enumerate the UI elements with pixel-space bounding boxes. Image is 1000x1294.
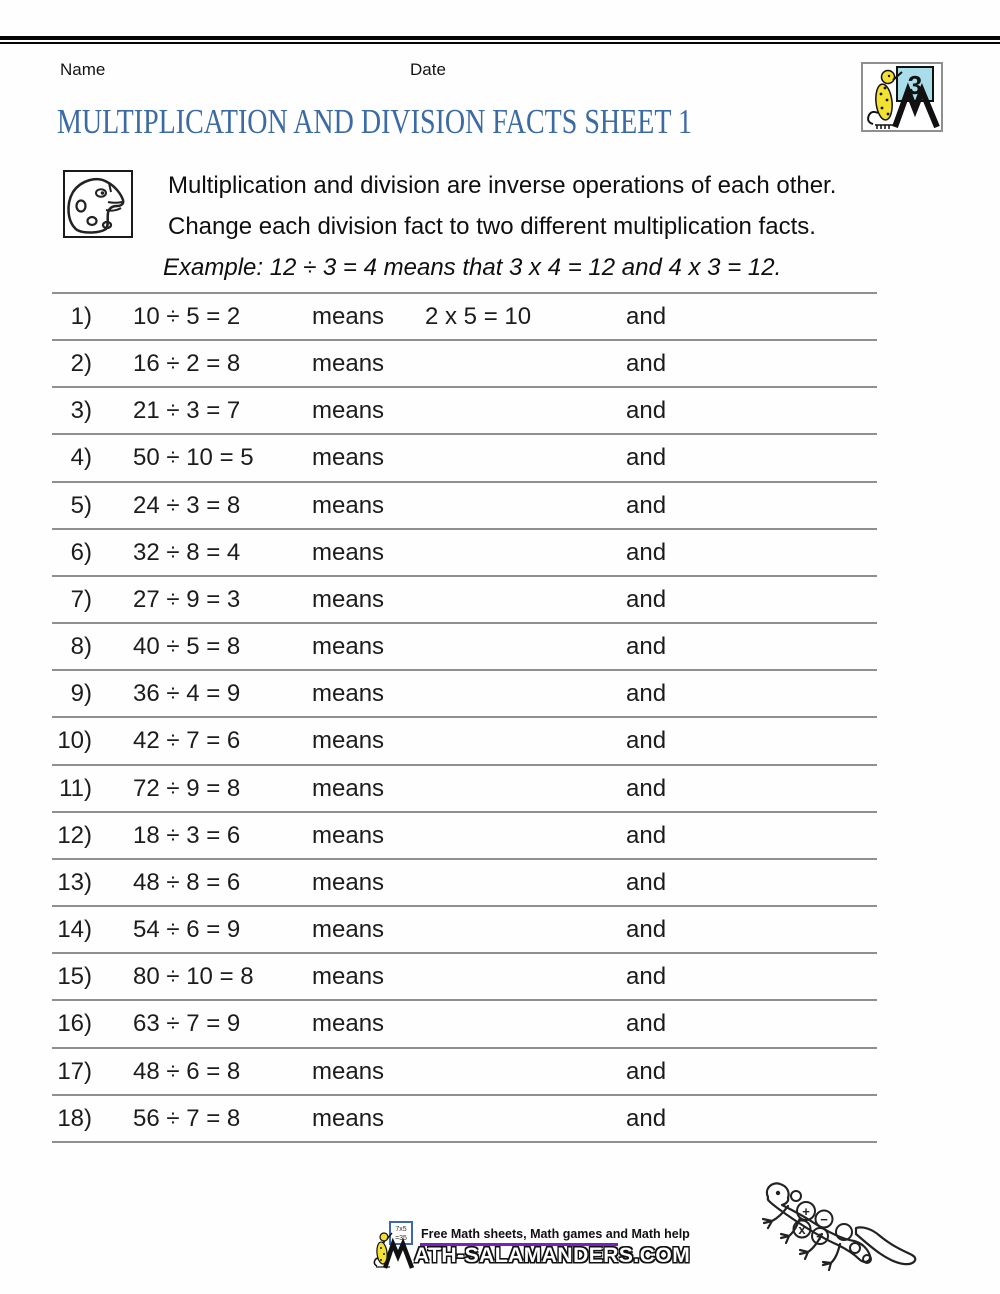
table-row	[52, 1096, 877, 1143]
table-row	[52, 530, 877, 577]
footer-logo-icon	[372, 1220, 418, 1275]
and-label: and	[626, 774, 667, 802]
table-row	[52, 718, 877, 765]
means-label: means	[312, 916, 385, 944]
row-number: 18)	[57, 1104, 92, 1132]
and-label: and	[626, 680, 667, 708]
division-fact: 54 ÷ 6 = 9	[133, 916, 241, 944]
answer-cell-2[interactable]	[692, 1096, 872, 1141]
means-label: means	[312, 774, 385, 802]
means-label: means	[312, 821, 385, 849]
answer-cell-1[interactable]	[425, 671, 615, 716]
division-fact: 40 ÷ 5 = 8	[133, 633, 241, 661]
division-fact: 50 ÷ 10 = 5	[133, 444, 254, 472]
table-row	[52, 1001, 877, 1048]
division-fact: 16 ÷ 2 = 8	[133, 350, 241, 378]
row-number: 9)	[70, 680, 92, 708]
gecko-minus-symbol: −	[820, 1212, 828, 1227]
answer-cell-1[interactable]	[425, 954, 615, 999]
gecko-illustration	[756, 1172, 931, 1285]
and-label: and	[626, 303, 667, 330]
gecko-divide-symbol: ÷	[816, 1229, 824, 1244]
instruction-line-1: Multiplication and division are inverse operations of each other.	[168, 172, 837, 199]
and-label: and	[626, 963, 667, 991]
answer-cell-2[interactable]	[692, 954, 872, 999]
example-line: Example: 12 ÷ 3 = 4 means that 3 x 4 = 12 and 4 x 3 = 12.	[163, 254, 782, 281]
table-row	[52, 341, 877, 388]
means-label: means	[312, 680, 385, 708]
table-row	[52, 954, 877, 1001]
answer-cell-1[interactable]	[425, 1001, 615, 1046]
answer-cell-1[interactable]	[425, 483, 615, 528]
answer-cell-2[interactable]	[692, 671, 872, 716]
answer-cell-1[interactable]	[425, 435, 615, 480]
gecko-plus-symbol: +	[802, 1204, 810, 1219]
means-label: means	[312, 1057, 385, 1085]
means-label: means	[312, 538, 385, 566]
gecko-times-symbol: x	[798, 1222, 806, 1237]
table-row	[52, 577, 877, 624]
means-label: means	[312, 303, 385, 330]
and-label: and	[626, 633, 667, 661]
and-label: and	[626, 1104, 667, 1132]
means-label: means	[312, 868, 385, 896]
row-number: 1)	[70, 303, 92, 330]
answer-cell-1[interactable]	[425, 341, 615, 386]
brand-logo	[861, 62, 943, 132]
mini-board-line2: =35	[395, 1235, 407, 1242]
row-number: 10)	[57, 727, 92, 755]
and-label: and	[626, 916, 667, 944]
division-fact: 18 ÷ 3 = 6	[133, 821, 241, 849]
top-rule-thin	[0, 42, 1000, 44]
division-fact: 27 ÷ 9 = 3	[133, 585, 241, 613]
answer-cell-2[interactable]	[692, 388, 872, 433]
division-fact: 10 ÷ 5 = 2	[133, 303, 241, 330]
answer-cell-2[interactable]	[692, 530, 872, 575]
and-label: and	[626, 444, 667, 472]
answer-cell-1[interactable]	[425, 766, 615, 811]
answer-cell-2[interactable]	[692, 718, 872, 763]
and-label: and	[626, 868, 667, 896]
means-label: means	[312, 444, 385, 472]
answer-cell-2[interactable]	[692, 1001, 872, 1046]
row-number: 3)	[70, 397, 92, 425]
table-row	[52, 907, 877, 954]
means-label: means	[312, 727, 385, 755]
answer-cell-2[interactable]	[692, 1049, 872, 1094]
table-row	[52, 1049, 877, 1096]
means-label: means	[312, 491, 385, 519]
row-number: 12)	[57, 821, 92, 849]
row-number: 16)	[57, 1010, 92, 1038]
answer-cell-2[interactable]	[692, 435, 872, 480]
row-number: 14)	[57, 916, 92, 944]
and-label: and	[626, 491, 667, 519]
instruction-line-2: Change each division fact to two different multiplication facts.	[168, 213, 816, 240]
row-number: 4)	[70, 444, 92, 472]
answer-cell-1[interactable]	[425, 813, 615, 858]
table-row	[52, 766, 877, 813]
division-fact: 42 ÷ 7 = 6	[133, 727, 241, 755]
answer-cell-1[interactable]	[425, 860, 615, 905]
row-number: 15)	[57, 963, 92, 991]
answer-cell-1[interactable]	[425, 530, 615, 575]
means-label: means	[312, 633, 385, 661]
answer-cell-2[interactable]	[692, 766, 872, 811]
salamander-easel-icon	[863, 64, 941, 130]
division-fact: 21 ÷ 3 = 7	[133, 397, 241, 425]
division-fact: 48 ÷ 6 = 8	[133, 1057, 241, 1085]
row-number: 7)	[70, 585, 92, 613]
answer-cell-1[interactable]	[425, 388, 615, 433]
row-number: 5)	[70, 491, 92, 519]
division-fact: 72 ÷ 9 = 8	[133, 774, 241, 802]
page-title: MULTIPLICATION AND DIVISION FACTS SHEET 1	[57, 102, 692, 141]
division-fact: 63 ÷ 7 = 9	[133, 1010, 241, 1038]
means-label: means	[312, 585, 385, 613]
answer-cell-2[interactable]	[692, 907, 872, 952]
division-fact: 32 ÷ 8 = 4	[133, 538, 241, 566]
division-fact: 48 ÷ 8 = 6	[133, 868, 241, 896]
answer-cell-2[interactable]	[692, 341, 872, 386]
and-label: and	[626, 397, 667, 425]
row-number: 2)	[70, 350, 92, 378]
footer-site-name: ATH-SALAMANDERS.COM	[414, 1244, 691, 1267]
row-number: 13)	[57, 868, 92, 896]
means-label: means	[312, 963, 385, 991]
answer-cell-1[interactable]: 2 x 5 = 10	[425, 303, 532, 330]
division-fact: 80 ÷ 10 = 8	[133, 963, 254, 991]
row-number: 6)	[70, 538, 92, 566]
division-fact: 24 ÷ 3 = 8	[133, 491, 241, 519]
logo-grade-text: 3	[907, 70, 923, 100]
and-label: and	[626, 350, 667, 378]
means-label: means	[312, 1104, 385, 1132]
fact-table	[52, 292, 877, 1143]
answer-cell-2[interactable]	[692, 294, 872, 339]
and-label: and	[626, 1010, 667, 1038]
table-row	[52, 435, 877, 482]
and-label: and	[626, 585, 667, 613]
footer-tagline: Free Math sheets, Math games and Math help	[421, 1227, 690, 1241]
and-label: and	[626, 727, 667, 755]
and-label: and	[626, 1057, 667, 1085]
date-label: Date	[410, 60, 446, 79]
table-row	[52, 813, 877, 860]
answer-cell-1[interactable]	[425, 1096, 615, 1141]
and-label: and	[626, 538, 667, 566]
means-label: means	[312, 1010, 385, 1038]
answer-cell-2[interactable]	[692, 813, 872, 858]
mini-board-line1: 7x5	[395, 1226, 407, 1233]
answer-cell-1[interactable]	[425, 577, 615, 622]
top-rule-thick	[0, 36, 1000, 40]
table-row	[52, 294, 877, 341]
row-number: 8)	[70, 633, 92, 661]
salamander-head-icon	[63, 170, 133, 238]
division-fact: 56 ÷ 7 = 8	[133, 1104, 241, 1132]
answer-cell-2[interactable]	[692, 483, 872, 528]
table-row	[52, 624, 877, 671]
table-row	[52, 388, 877, 435]
answer-cell-1[interactable]	[425, 718, 615, 763]
answer-cell-1[interactable]	[425, 1049, 615, 1094]
row-number: 11)	[59, 774, 92, 802]
division-fact: 36 ÷ 4 = 9	[133, 680, 241, 708]
answer-cell-1[interactable]	[425, 624, 615, 669]
and-label: and	[626, 821, 667, 849]
answer-cell-1[interactable]	[425, 907, 615, 952]
answer-cell-2[interactable]	[692, 577, 872, 622]
answer-cell-2[interactable]	[692, 624, 872, 669]
means-label: means	[312, 397, 385, 425]
name-label: Name	[60, 60, 106, 79]
row-number: 17)	[57, 1057, 92, 1085]
means-label: means	[312, 350, 385, 378]
table-row	[52, 483, 877, 530]
answer-cell-2[interactable]	[692, 860, 872, 905]
table-row	[52, 860, 877, 907]
table-row	[52, 671, 877, 718]
